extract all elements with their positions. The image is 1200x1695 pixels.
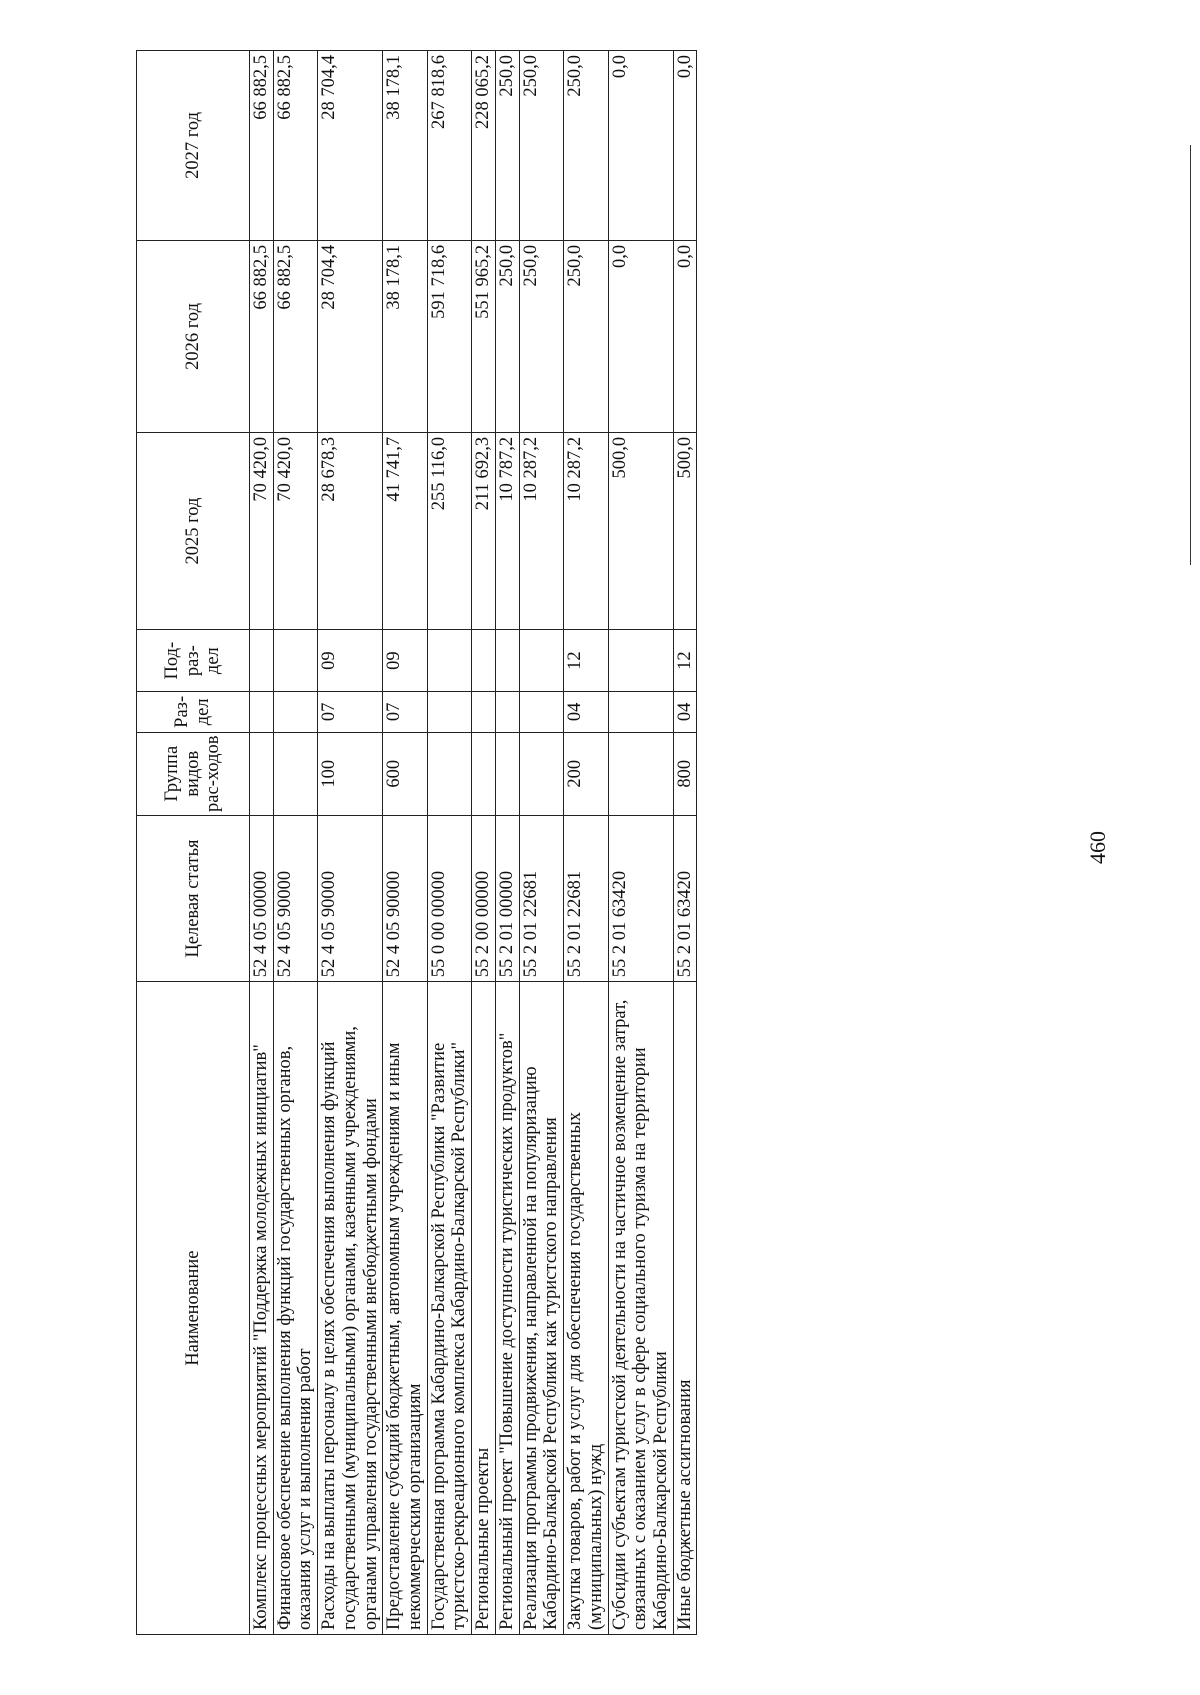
- cell-2025: 500,0: [673, 432, 697, 629]
- cell-target: 55 0 00 00000: [427, 815, 471, 981]
- cell-2026: 0,0: [673, 240, 697, 432]
- cell-2027: 250,0: [519, 51, 563, 241]
- cell-subsection: [427, 630, 471, 692]
- cell-group: 200: [564, 732, 608, 815]
- cell-2026: 38 178,1: [383, 240, 427, 432]
- table-row: [427, 51, 471, 1635]
- cell-group: [427, 732, 471, 815]
- cell-section: [495, 692, 519, 733]
- table-row: [608, 51, 673, 1635]
- cell-2026: 591 718,6: [427, 240, 471, 432]
- cell-2027: 66 882,5: [273, 51, 317, 241]
- cell-target: 55 2 01 22681: [564, 815, 608, 981]
- header-name: Наименование: [137, 982, 250, 1635]
- cell-name: Расходы на выплаты персоналу в целях обеспечения выполнения функций государственными (муниципальными) органами, казенными учреждениями, органами управления государственными внебюджетными фондами: [318, 982, 383, 1635]
- cell-group: 100: [318, 732, 383, 815]
- cell-target: 55 2 01 22681: [519, 815, 563, 981]
- header-2026: 2026 год: [137, 240, 250, 432]
- cell-name: Государственная программа Кабардино-Балкарской Республики "Развитие туристско-рекреационного комплекса Кабардино-Балкарской Республики": [427, 982, 471, 1635]
- cell-group: [250, 732, 274, 815]
- cell-name: Региональные проекты: [472, 982, 496, 1635]
- cell-2026: 250,0: [564, 240, 608, 432]
- cell-subsection: [519, 630, 563, 692]
- cell-2027: 250,0: [564, 51, 608, 241]
- cell-subsection: [273, 630, 317, 692]
- cell-target: 55 2 01 63420: [673, 815, 697, 981]
- cell-section: [427, 692, 471, 733]
- cell-subsection: [250, 630, 274, 692]
- cell-2027: 28 704,4: [318, 51, 383, 241]
- cell-section: [273, 692, 317, 733]
- cell-2027: 228 065,2: [472, 51, 496, 241]
- cell-subsection: [472, 630, 496, 692]
- table-row: [472, 51, 496, 1635]
- cell-group: [608, 732, 673, 815]
- cell-name: Предоставление субсидий бюджетным, автономным учреждениям и иным некоммерческим организациям: [383, 982, 427, 1635]
- cell-target: 52 4 05 00000: [250, 815, 274, 981]
- cell-2025: 211 692,3: [472, 432, 496, 629]
- cell-subsection: [608, 630, 673, 692]
- header-section: Раз-дел: [137, 692, 250, 733]
- cell-2025: 41 741,7: [383, 432, 427, 629]
- cell-subsection: 12: [564, 630, 608, 692]
- cell-2025: 70 420,0: [273, 432, 317, 629]
- cell-2027: 66 882,5: [250, 51, 274, 241]
- table-row: [273, 51, 317, 1635]
- cell-2025: 10 787,2: [495, 432, 519, 629]
- cell-target: 55 2 01 63420: [608, 815, 673, 981]
- table-row: [383, 51, 427, 1635]
- cell-name: Закупка товаров, работ и услуг для обеспечения государственных (муниципальных) нужд: [564, 982, 608, 1635]
- header-target: Целевая статья: [137, 815, 250, 981]
- cell-group: 600: [383, 732, 427, 815]
- cell-2026: 0,0: [608, 240, 673, 432]
- cell-subsection: 09: [318, 630, 383, 692]
- cell-target: 55 2 01 00000: [495, 815, 519, 981]
- table-row: [519, 51, 563, 1635]
- header-subsection: Под-раз-дел: [137, 630, 250, 692]
- table-row: [564, 51, 608, 1635]
- cell-2025: 500,0: [608, 432, 673, 629]
- cell-2027: 250,0: [495, 51, 519, 241]
- table-row: [318, 51, 383, 1635]
- cell-group: 800: [673, 732, 697, 815]
- cell-2025: 10 287,2: [519, 432, 563, 629]
- table-header-row: [137, 51, 250, 1635]
- cell-section: 07: [383, 692, 427, 733]
- cell-target: 52 4 05 90000: [318, 815, 383, 981]
- cell-name: Региональный проект "Повышение доступности туристических продуктов": [495, 982, 519, 1635]
- cell-section: [519, 692, 563, 733]
- cell-2026: 250,0: [495, 240, 519, 432]
- table-body: [250, 51, 697, 1635]
- cell-2025: 10 287,2: [564, 432, 608, 629]
- cell-name: Реализация программы продвижения, направленной на популяризацию Кабардино-Балкарской Республики как туристского направления: [519, 982, 563, 1635]
- cell-2027: 38 178,1: [383, 51, 427, 241]
- cell-subsection: 09: [383, 630, 427, 692]
- cell-group: [495, 732, 519, 815]
- cell-2027: 267 818,6: [427, 51, 471, 241]
- cell-2026: 250,0: [519, 240, 563, 432]
- cell-2025: 70 420,0: [250, 432, 274, 629]
- cell-2025: 255 116,0: [427, 432, 471, 629]
- cell-2026: 66 882,5: [250, 240, 274, 432]
- page-number: 460: [1085, 831, 1110, 864]
- cell-name: Финансовое обеспечение выполнения функций государственных органов, оказания услуг и выполнения работ: [273, 982, 317, 1635]
- cell-target: 52 4 05 90000: [273, 815, 317, 981]
- header-2027: 2027 год: [137, 51, 250, 241]
- cell-section: [250, 692, 274, 733]
- footer-rule: [1190, 145, 1191, 565]
- cell-section: 04: [564, 692, 608, 733]
- cell-2027: 0,0: [673, 51, 697, 241]
- cell-2026: 551 965,2: [472, 240, 496, 432]
- cell-target: 55 2 00 00000: [472, 815, 496, 981]
- cell-2027: 0,0: [608, 51, 673, 241]
- cell-2026: 66 882,5: [273, 240, 317, 432]
- cell-section: 07: [318, 692, 383, 733]
- cell-section: [472, 692, 496, 733]
- cell-name: Комплекс процессных мероприятий "Поддержка молодежных инициатив": [250, 982, 274, 1635]
- cell-subsection: 12: [673, 630, 697, 692]
- cell-target: 52 4 05 90000: [383, 815, 427, 981]
- cell-group: [519, 732, 563, 815]
- budget-table: [136, 50, 697, 1635]
- cell-group: [273, 732, 317, 815]
- table-row: [250, 51, 274, 1635]
- cell-section: [608, 692, 673, 733]
- cell-2026: 28 704,4: [318, 240, 383, 432]
- cell-section: 04: [673, 692, 697, 733]
- header-2025: 2025 год: [137, 432, 250, 629]
- cell-subsection: [495, 630, 519, 692]
- table-row: [673, 51, 697, 1635]
- header-group: Группа видов рас-ходов: [137, 732, 250, 815]
- cell-group: [472, 732, 496, 815]
- table-row: [495, 51, 519, 1635]
- cell-2025: 28 678,3: [318, 432, 383, 629]
- cell-name: Субсидии субъектам туристской деятельности на частичное возмещение затрат, связанных с оказанием услуг в сфере социального туризма на территории Кабардино-Балкарской Республики: [608, 982, 673, 1635]
- cell-name: Иные бюджетные ассигнования: [673, 982, 697, 1635]
